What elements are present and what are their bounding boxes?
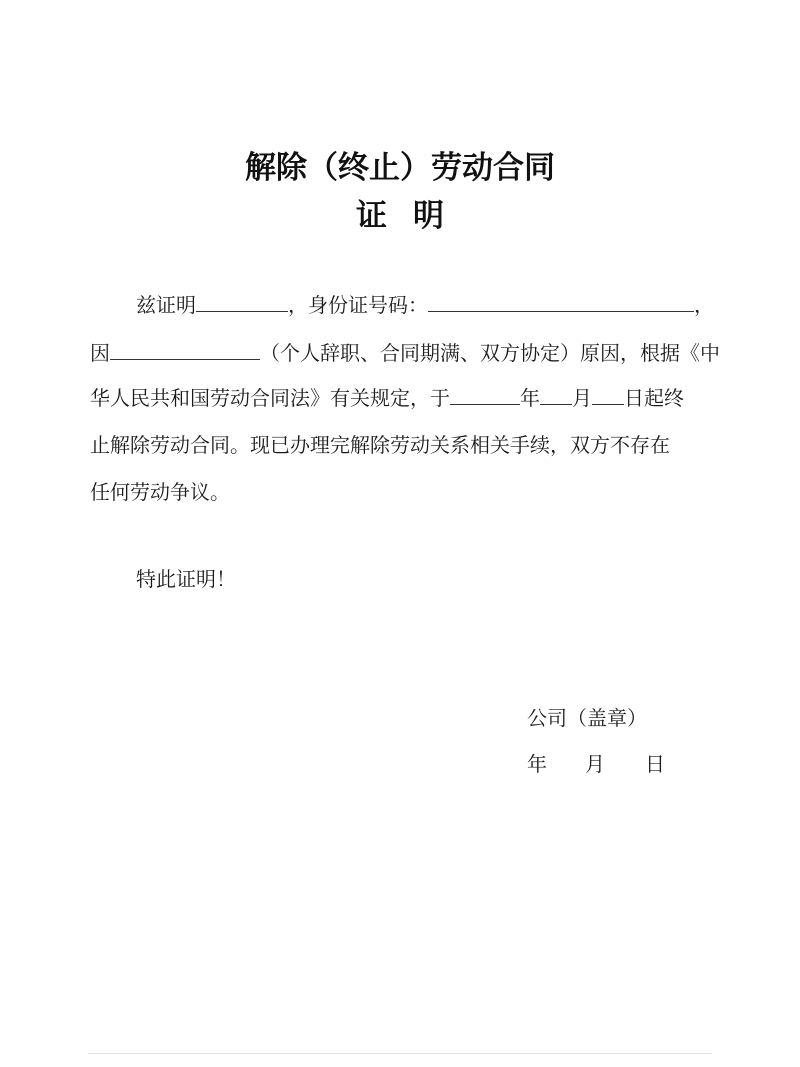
text-comma: ，	[694, 293, 714, 317]
document-title: 解除（终止）劳动合同	[245, 150, 555, 186]
paragraph-line-2	[90, 338, 720, 368]
date-month: 月	[585, 752, 605, 776]
text-month: 月	[572, 386, 592, 410]
text-reason-options: （个人辞职、合同期满、双方协定）原因，根据《中	[260, 341, 720, 365]
text-day-from: 日起终	[624, 386, 684, 410]
paragraph-line-4: 止解除劳动合同。现已办理完解除劳动关系相关手续，双方不存在	[90, 433, 670, 457]
signature-date	[527, 749, 665, 779]
text-year: 年	[520, 386, 540, 410]
date-day: 日	[645, 752, 665, 776]
id-number-blank	[428, 291, 694, 312]
text-law-reference: 华人民共和国劳动合同法》有关规定，于	[90, 386, 450, 410]
text-id-label: ，身份证号码：	[288, 293, 428, 317]
reason-blank	[110, 339, 260, 360]
text-due-to: 因	[90, 341, 110, 365]
document-subtitle: 证明	[356, 198, 470, 234]
date-year: 年	[527, 752, 547, 776]
paragraph-line-5: 任何劳动争议。	[90, 480, 230, 504]
day-blank	[592, 384, 624, 405]
name-blank	[196, 291, 288, 312]
page-bottom-divider	[88, 1053, 712, 1054]
text-certify-prefix: 兹证明	[136, 293, 196, 317]
company-seal-label: 公司（盖章）	[527, 706, 647, 730]
paragraph-line-3	[90, 383, 684, 413]
closing-statement: 特此证明！	[136, 567, 236, 591]
month-blank	[540, 384, 572, 405]
paragraph-line-1	[136, 290, 714, 320]
year-blank	[450, 384, 520, 405]
